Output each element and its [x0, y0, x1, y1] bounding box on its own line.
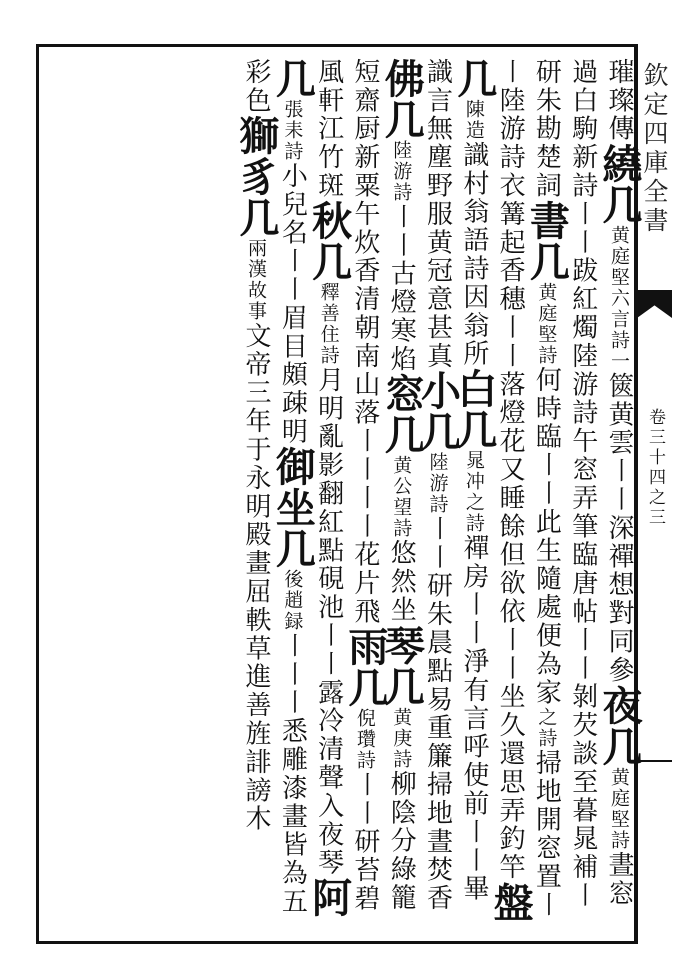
- entry: [378, 99, 426, 374]
- entry: [378, 58, 426, 99]
- entry-note: 黄公望詩: [390, 455, 413, 540]
- entry-headword: 阿几: [269, 58, 353, 919]
- entry-note: 後趙録: [281, 569, 304, 632]
- entry-headword: 雨几: [341, 626, 389, 708]
- entry-note: 兩漢故事: [245, 237, 268, 322]
- entry-headword: 琴几: [378, 624, 426, 707]
- entry-note: 黄庭堅六言詩一: [608, 225, 630, 373]
- entry-note: 晁冲之詩: [462, 450, 485, 535]
- entry-text: 〡〡古燈寒焰: [386, 203, 417, 374]
- entry-headword: 几: [378, 99, 426, 140]
- entry-headword: 盤几: [450, 58, 535, 923]
- entry-text: 柳陰分綠籠短齋厨新粟午炊香清朝南山落〡〡: [349, 58, 417, 912]
- entry-text: 〡〡花片飛: [349, 484, 380, 626]
- entry-text: 識村翁語詩因翁所: [458, 141, 489, 369]
- margin-title: 欽定四庫全書: [640, 62, 669, 236]
- entry-note: 陳造: [462, 99, 485, 141]
- entry: [378, 373, 426, 625]
- entry-note: 黄庭堅詩: [535, 282, 558, 366]
- entry-headword: 窓几: [378, 373, 426, 456]
- entry-text: 禪房〡〡淨有言呼使前〡〡畢識言無塵野服黄冠意甚真: [422, 58, 489, 904]
- entry-note: 黄庚詩: [390, 706, 413, 770]
- entry-headword: 繞几: [596, 143, 643, 226]
- entry-headword: 秋几: [305, 200, 353, 282]
- entry: [604, 58, 634, 143]
- entry-note: 張耒詩: [281, 99, 304, 162]
- entry-text: 何時臨〡〡此生隨處便為家: [531, 366, 562, 707]
- entry: [305, 200, 353, 878]
- entry-headword: 小几: [414, 370, 462, 453]
- entry-text: 〡〡〡悉雕漆畫皆為五彩色: [241, 58, 308, 916]
- entry-text: 文帝三年于永明殿畫屈軼草進善旌誹謗木: [241, 321, 272, 834]
- entry: [350, 484, 380, 626]
- entry-text: 月明亂影翻紅點硯池〡〡露冷清聲入夜琴: [313, 366, 344, 878]
- entry-text: 掃地開窓置〡〡陸游詩衣篝起香穗〡〡落燈花又睡餘但欲依〡〡坐久還思弄釣竿: [495, 58, 562, 920]
- entry-headword: 佛: [378, 58, 426, 99]
- margin-volume: 卷三十四之三: [645, 408, 665, 528]
- entry-text: 〡〡研朱晨點易重簾掃地晝焚香: [422, 515, 453, 914]
- entry-note: 陸游詩: [390, 140, 413, 203]
- entry-text: 悠然坐: [386, 539, 417, 625]
- entry-note: 黄庭堅詩: [608, 766, 630, 851]
- entry: [596, 143, 643, 685]
- entry-text: 〡〡研苔碧風軒江竹斑: [313, 58, 380, 913]
- entry: [414, 370, 462, 914]
- entry-headword: 白几: [450, 368, 498, 451]
- entry-text: 小兒名〡〡眉目頗疎明: [277, 162, 308, 446]
- entry-text: 晝窓過白駒新詩〡〡跋紅燭陸游詩午窓弄筆臨唐帖〡〡剝芡談至暮晁補〡研朱勘楚詞: [531, 58, 634, 910]
- main-text: [233, 58, 643, 928]
- entry-note: 陸游詩: [426, 452, 449, 516]
- entry-note: 倪瓚詩: [353, 708, 376, 771]
- entry-headword: 書几: [523, 200, 571, 282]
- entry-text: 璀璨傳: [604, 58, 634, 144]
- entry-text: 篋黄雲〡〡深禪想對同參: [604, 372, 634, 685]
- entry-headword: 夜几: [596, 684, 643, 767]
- entry: [523, 200, 571, 707]
- entry-headword: 獅豸几: [233, 114, 281, 238]
- entry-note: 之詩: [535, 706, 558, 749]
- entry-note: 釋善住詩: [317, 282, 340, 366]
- entry-headword: 御坐几: [269, 446, 317, 569]
